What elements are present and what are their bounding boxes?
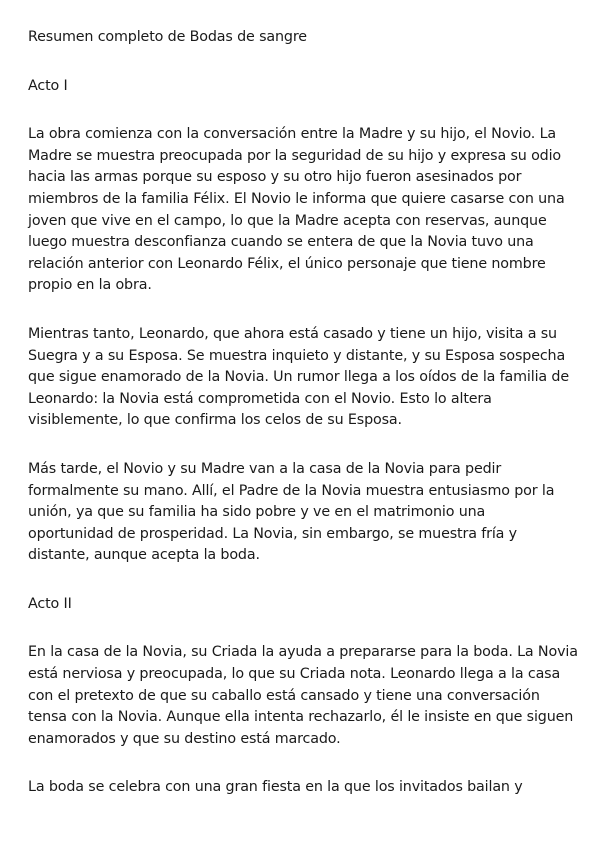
document-title bbox=[28, 27, 580, 49]
spacer bbox=[28, 432, 580, 459]
act-heading bbox=[28, 594, 580, 616]
text-line: En la casa de la Novia, su Criada la ayuda a prepararse para la boda. La Novia bbox=[28, 644, 578, 661]
paragraph bbox=[28, 459, 580, 567]
text-line: Mientras tanto, Leonardo, que ahora está casado y tiene un hijo, visita a su bbox=[28, 325, 557, 342]
text-line: La obra comienza con la conversación entre la Madre y su hijo, el Novio. La bbox=[28, 126, 557, 143]
paragraph bbox=[28, 642, 580, 750]
text-line: visiblemente, lo que confirma los celos de su Esposa. bbox=[28, 412, 402, 429]
text-line: que sigue enamorado de la Novia. Un rumor llega a los oídos de la familia de bbox=[28, 369, 569, 386]
spacer bbox=[28, 750, 580, 777]
text-line: La boda se celebra con una gran fiesta en la que los invitados bailan y bbox=[28, 779, 523, 796]
text-line: enamorados y que su destino está marcado. bbox=[28, 730, 341, 747]
text-line: tensa con la Novia. Aunque ella intenta rechazarlo, él le insiste en que siguen bbox=[28, 709, 574, 726]
text-line: miembros de la familia Félix. El Novio le informa que quiere casarse con una bbox=[28, 190, 565, 207]
text-line: relación anterior con Leonardo Félix, el único personaje que tiene nombre bbox=[28, 255, 546, 272]
document-page bbox=[28, 27, 580, 799]
text-line: Madre se muestra preocupada por la seguridad de su hijo y expresa su odio bbox=[28, 147, 562, 164]
text-line: formalmente su mano. Allí, el Padre de la Novia muestra entusiasmo por la bbox=[28, 482, 555, 499]
text-line: distante, aunque acepta la boda. bbox=[28, 547, 260, 564]
paragraph bbox=[28, 124, 580, 297]
spacer bbox=[28, 97, 580, 124]
text-line: propio en la obra. bbox=[28, 277, 152, 294]
text-line: luego muestra desconfianza cuando se entera de que la Novia tuvo una bbox=[28, 234, 534, 251]
act-heading-text: Acto I bbox=[28, 77, 68, 94]
text-line: hacia las armas porque su esposo y su otro hijo fueron asesinados por bbox=[28, 169, 522, 186]
text-line: joven que vive en el campo, lo que la Madre acepta con reservas, aunque bbox=[28, 212, 547, 229]
spacer bbox=[28, 567, 580, 594]
text-line: Más tarde, el Novio y su Madre van a la casa de la Novia para pedir bbox=[28, 460, 502, 477]
text-line: oportunidad de prosperidad. La Novia, sin embargo, se muestra fría y bbox=[28, 525, 517, 542]
spacer bbox=[28, 49, 580, 76]
act-heading bbox=[28, 76, 580, 98]
spacer bbox=[28, 615, 580, 642]
paragraph bbox=[28, 324, 580, 432]
text-line: unión, ya que su familia ha sido pobre y ve en el matrimonio una bbox=[28, 504, 486, 521]
act-heading-text: Acto II bbox=[28, 595, 72, 612]
title-line: Resumen completo de Bodas de sangre bbox=[28, 29, 307, 45]
text-line: Suegra y a su Esposa. Se muestra inquieto y distante, y su Esposa sospecha bbox=[28, 347, 566, 364]
paragraph bbox=[28, 777, 580, 799]
text-line: está nerviosa y preocupada, lo que su Criada nota. Leonardo llega a la casa bbox=[28, 666, 561, 683]
text-line: Leonardo: la Novia está comprometida con el Novio. Esto lo altera bbox=[28, 390, 492, 407]
spacer bbox=[28, 297, 580, 324]
text-line: con el pretexto de que su caballo está cansado y tiene una conversación bbox=[28, 687, 540, 704]
